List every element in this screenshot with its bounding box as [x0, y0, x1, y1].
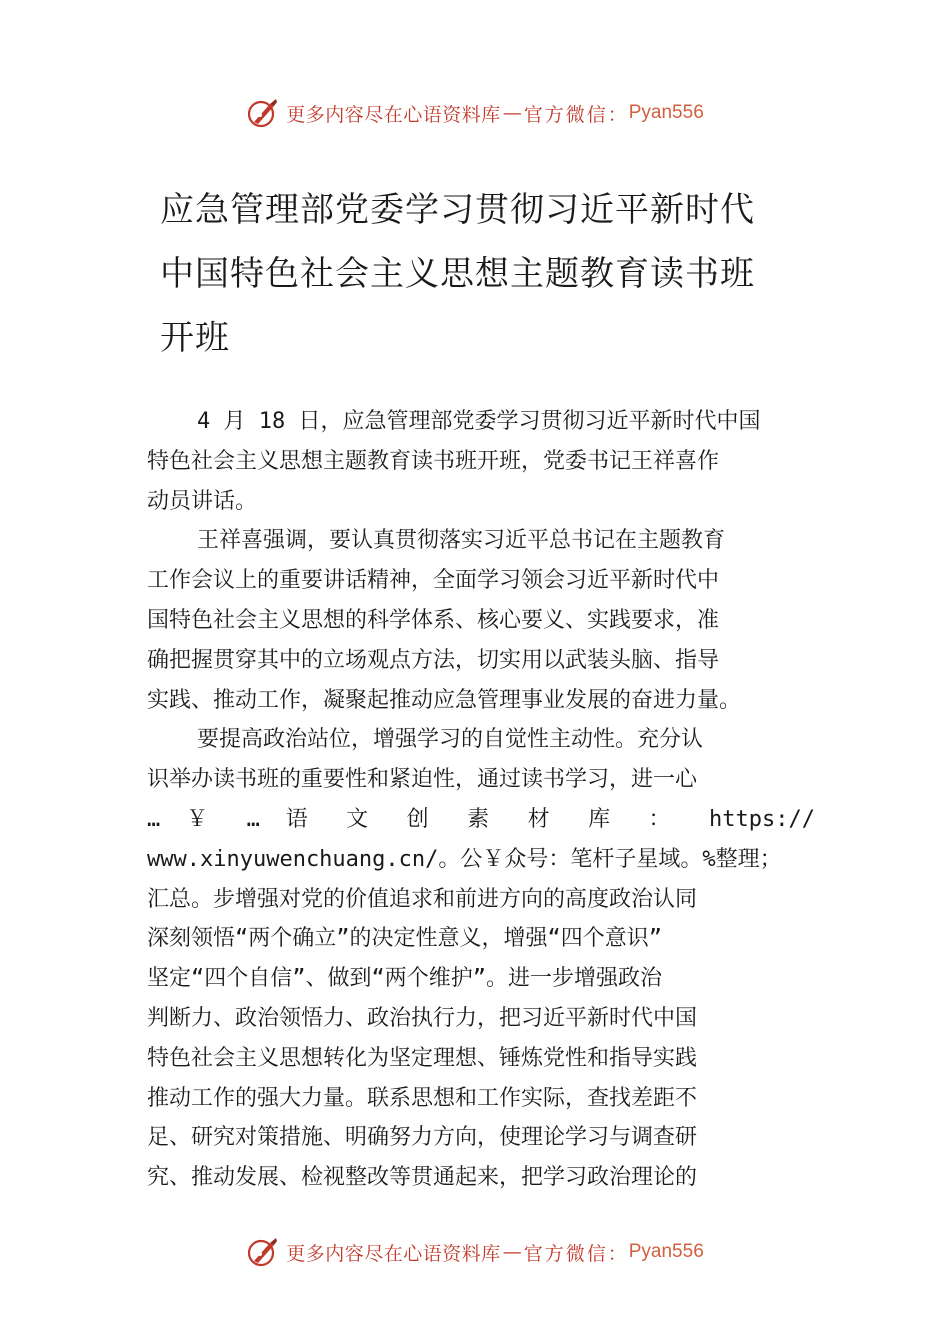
body-line: 汇总。步增强对党的价值追求和前进方向的高度政治认同	[147, 886, 698, 912]
pen-logo-icon	[246, 1235, 280, 1269]
body-line: 工作会议上的重要讲话精神，全面学习领会习近平新时代中	[147, 568, 720, 594]
banner-promo-text: 更多内容尽在心语资料库	[286, 1242, 501, 1265]
banner-wechat-label: 官方微信：	[523, 103, 629, 126]
body-line: 识举办读书班的重要性和紧迫性，通过读书学习，进一心	[147, 767, 698, 793]
document-title	[160, 178, 800, 370]
banner-separator: —	[502, 102, 522, 124]
body-line: 足、研究对策措施、明确努力方向，使理论学习与调查研	[147, 1125, 698, 1151]
pen-logo-icon	[246, 96, 280, 130]
header-banner	[0, 93, 950, 133]
banner-promo-text: 更多内容尽在心语资料库	[286, 103, 501, 126]
body-line: 国特色社会主义思想的科学体系、核心要义、实践要求，准	[147, 607, 720, 633]
body-line: 要提高政治站位，增强学习的自觉性主动性。充分认	[197, 727, 704, 753]
banner-wechat-label: 官方微信：	[523, 1242, 629, 1265]
body-line: 究、推动发展、检视整改等贯通起来，把学习政治理论的	[147, 1165, 698, 1191]
body-line: 判断力、政治领悟力、政治执行力，把习近平新时代中国	[147, 1005, 698, 1031]
banner-wechat-id: Pyan556	[628, 1241, 704, 1262]
body-line: 实践、推动工作，凝聚起推动应急管理事业发展的奋进力量。	[147, 687, 742, 713]
body-line: 王祥喜强调，要认真贯彻落实习近平总书记在主题教育	[197, 528, 726, 554]
body-line: … ￥ … 语 文 创 素 材 库 ： https://	[147, 806, 815, 832]
body-line: www.xinyuwenchuang.cn/。公￥众号：笔杆子星域。%整理；	[147, 846, 782, 872]
body-line: 推动工作的强大力量。联系思想和工作实际，查找差距不	[147, 1085, 698, 1111]
title-line: 开班	[160, 318, 230, 358]
body-line: 确把握贯穿其中的立场观点方法，切实用以武装头脑、指导	[147, 647, 720, 673]
title-line: 应急管理部党委学习贯彻习近平新时代	[160, 190, 755, 230]
body-line: 特色社会主义思想转化为坚定理想、锤炼党性和指导实践	[147, 1045, 698, 1071]
body-line: 动员讲话。	[147, 488, 258, 514]
body-line: 深刻领悟“两个确立”的决定性意义，增强“四个意识”	[147, 926, 662, 952]
banner-wechat-id: Pyan556	[628, 102, 704, 123]
body-line: 坚定“四个自信”、做到“两个维护”。进一步增强政治	[147, 966, 662, 992]
footer-banner	[0, 1232, 950, 1272]
banner-separator: —	[502, 1241, 522, 1263]
body-line: 特色社会主义思想主题教育读书班开班，党委书记王祥喜作	[147, 448, 720, 474]
body-line: 4 月 18 日，应急管理部党委学习贯彻习近平新时代中国	[197, 409, 761, 434]
document-body	[147, 402, 815, 1198]
title-line: 中国特色社会主义思想主题教育读书班	[160, 254, 755, 294]
